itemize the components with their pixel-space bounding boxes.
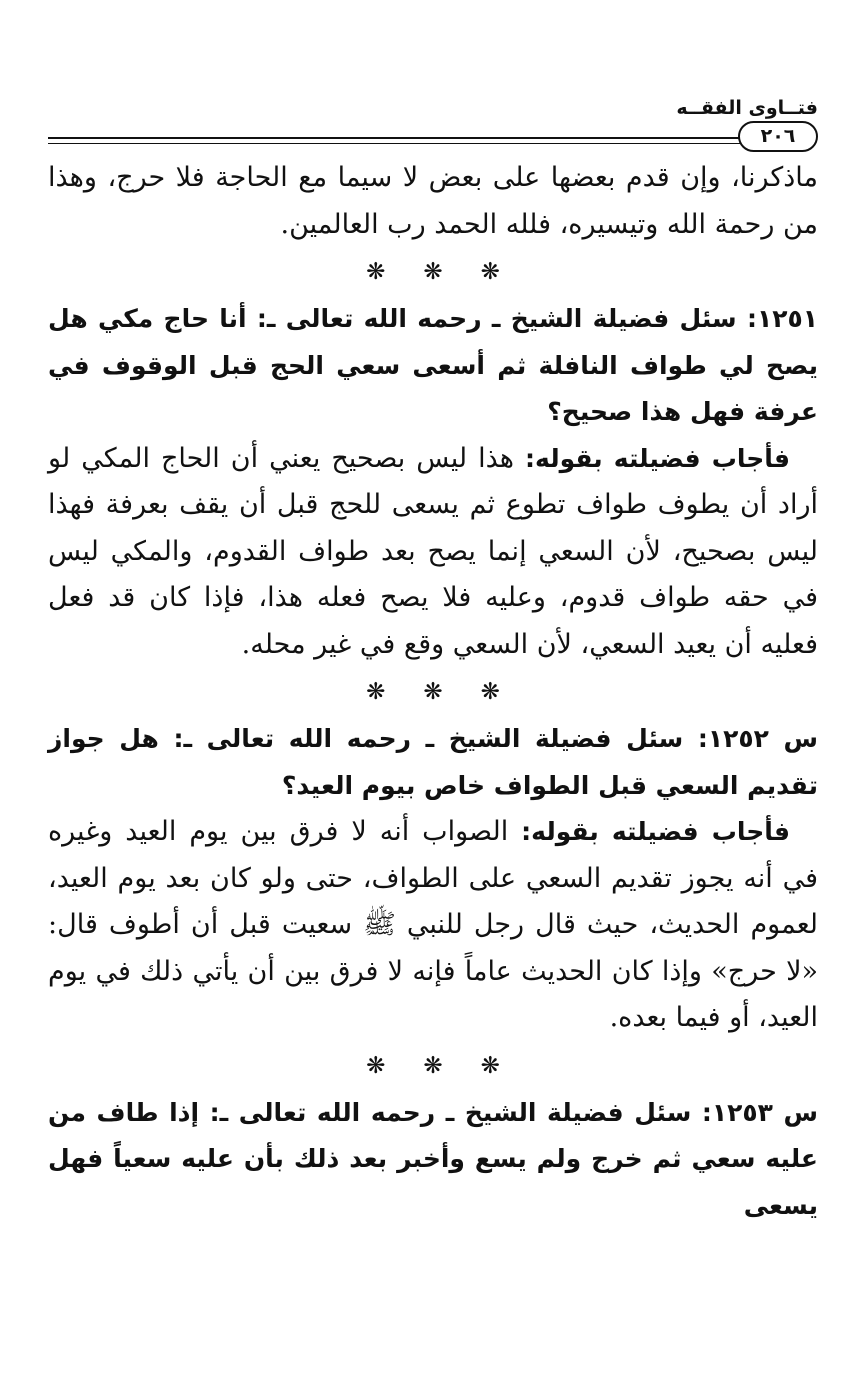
page-number: ٢٠٦	[738, 121, 818, 152]
asterism-icon: ❋	[480, 259, 500, 285]
section-separator	[48, 1042, 818, 1090]
asterism-icon: ❋	[366, 259, 386, 285]
asterism-icon: ❋	[423, 259, 443, 285]
running-title: فتــاوى الفقــه	[676, 97, 818, 119]
page-header	[48, 95, 818, 155]
asterism-icon: ❋	[366, 679, 386, 705]
answer-1251	[48, 436, 818, 669]
asterism-icon: ❋	[366, 1052, 386, 1079]
section-separator	[48, 668, 818, 716]
section-separator	[48, 248, 818, 296]
answer-text: هذا ليس بصحيح يعني أن الحاج المكي لو أراد أن يطوف طواف تطوع ثم يسعى للحج قبل أن يقف بعرفة فهذا ليس بصحيح، لأن السعي إنما يصح بعد طواف القدوم، والمكي ليس في حقه طواف قدوم، وعليه فلا يصح فعله هذا، فإذا كان قد فعل فعليه أن يعيد السعي، لأن السعي وقع في غير محله.	[48, 442, 818, 660]
question-1251: ١٢٥١: سئل فضيلة الشيخ ـ رحمه الله تعالى ـ: أنا حاج مكي هل يصح لي طواف النافلة ثم أسعى سعي الحج قبل الوقوف في عرفة فهل هذا صحيح؟	[48, 304, 818, 426]
answer-lead: فأجاب فضيلته بقوله:	[521, 817, 790, 846]
asterism-icon: ❋	[480, 679, 500, 705]
answer-text: الصواب أنه لا فرق بين يوم العيد وغيره في أنه يجوز تقديم السعي على الطواف، حتى ولو كان بعد يوم العيد، لعموم الحديث، حيث قال رجل للنبي ﷺ سعيت قبل أن أطوف قال: «لا حرج» وإذا كان الحديث عاماً فإنه لا فرق بين أن يأتي ذلك في يوم العيد، أو فيما بعده.	[48, 816, 818, 1033]
book-page	[48, 95, 818, 1229]
asterism-icon: ❋	[423, 1052, 443, 1079]
asterism-icon: ❋	[423, 679, 443, 705]
asterism-icon: ❋	[480, 1052, 500, 1079]
header-rule	[48, 137, 748, 144]
answer-lead: فأجاب فضيلته بقوله:	[525, 443, 790, 473]
answer-1252	[48, 809, 818, 1042]
question-1252: س ١٢٥٢: سئل فضيلة الشيخ ـ رحمه الله تعالى ـ: هل جواز تقديم السعي قبل الطواف خاص بيوم العيد؟	[48, 724, 818, 800]
intro-paragraph: ماذكرنا، وإن قدم بعضها على بعض لا سيما مع الحاجة فلا حرج، وهذا من رحمة الله وتيسيره، فلله الحمد رب العالمين.	[48, 162, 818, 240]
question-1253: س ١٢٥٣: سئل فضيلة الشيخ ـ رحمه الله تعالى ـ: إذا طاف من عليه سعي ثم خرج ولم يسع وأخبر بعد ذلك بأن عليه سعياً فهل يسعى	[48, 1097, 818, 1220]
